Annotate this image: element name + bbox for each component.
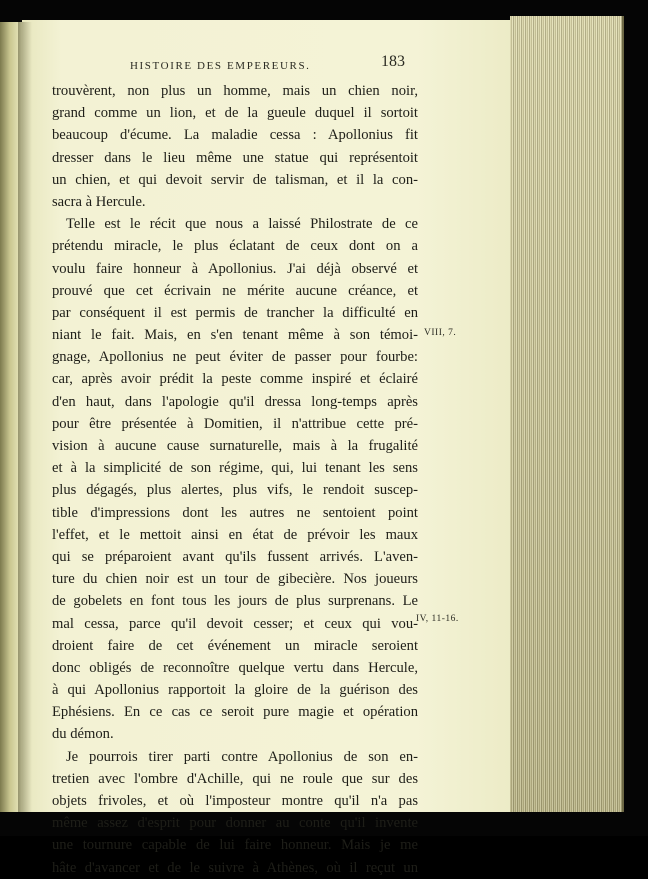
text-line: à qui Apollonius rapportoit la gloire de la guérison des: [52, 682, 418, 699]
text-line: hâte d'avancer et de le suivre à Athènes, où il reçut un: [52, 859, 418, 876]
text-line: grand comme un lion, et de la gueule duquel il sortoit: [52, 105, 418, 122]
text-line: car, après avoir prédit la peste comme inspiré et éclairé: [52, 371, 418, 388]
body-text: [52, 80, 418, 879]
text-line: droient faire de cet événement un miracle seroient: [52, 637, 418, 654]
text-line: trouvèrent, non plus un homme, mais un chien noir,: [52, 83, 418, 99]
text-line: beaucoup d'écume. La maladie cessa : Apollonius fit: [52, 127, 418, 144]
text-line: dresser dans le lieu même une statue qui représentoit: [52, 149, 418, 166]
text-line: niant le fait. Mais, en s'en tenant même à son témoi-: [52, 327, 418, 344]
page-number: 183: [381, 53, 405, 70]
text-line: gnage, Apollonius ne peut éviter de passer pour fourbe:: [52, 349, 418, 366]
text-line: Ephésiens. En ce cas ce seroit pure magie et opération: [52, 704, 418, 721]
text-line: de gobelets en font tous les jours de plus surprenans. Le: [52, 593, 418, 610]
text-line: et à la simplicité de son régime, qui, lui tenant les sens: [52, 460, 418, 477]
text-line: donc obligés de reconnoître quelque vertu dans Hercule,: [52, 659, 418, 676]
text-line: Telle est le récit que nous a laissé Philostrate de ce: [66, 216, 418, 233]
margin-note: IV, 11-16.: [416, 614, 459, 624]
text-line: mal cessa, parce qu'il devoit cesser; et ceux qui vou-: [52, 615, 418, 632]
text-line: prétendu miracle, le plus éclatant de ceux dont on a: [52, 238, 418, 255]
text-line: ture du chien noir est un tour de gibecière. Nos joueurs: [52, 571, 418, 588]
text-line: sacra à Hercule.: [52, 193, 146, 210]
text-line: pour être présentée à Domitien, il n'attribue cette pré-: [52, 415, 418, 432]
text-line: d'en haut, dans l'apologie qu'il dressa long-temps après: [52, 393, 418, 410]
text-line: même assez d'esprit pour donner au conte qu'il invente: [52, 815, 418, 832]
text-line: voulu faire honneur à Apollonius. J'ai déjà observé et: [52, 260, 418, 277]
text-line: tible d'impressions dont les autres ne sentoient point: [52, 504, 418, 521]
margin-note: VIII, 7.: [424, 328, 457, 338]
text-line: Je pourrois tirer parti contre Apollonius de son en-: [66, 748, 418, 765]
text-line: l'effet, et le mettoit ainsi en état de prévoir les maux: [52, 526, 418, 543]
text-line: plus dégagés, plus alertes, plus vifs, le rendoit suscep-: [52, 482, 418, 499]
page-edges: [510, 16, 624, 812]
text-line: du démon.: [52, 726, 114, 743]
text-line: vision à aucune cause surnaturelle, mais à la frugalité: [52, 438, 418, 454]
book-gutter: [18, 22, 32, 812]
text-line: qui se préparoient avant qu'ils fussent arrivés. L'aven-: [52, 548, 418, 565]
text-line: tretien avec l'ombre d'Achille, qui ne roule que sur des: [52, 770, 418, 787]
text-line: objets frivoles, et où l'imposteur montre qu'il n'a pas: [52, 793, 418, 809]
text-line: par conséquent il est permis de trancher la difficulté en: [52, 304, 418, 321]
text-line: un chien, et qui devoit servir de talisman, et il la con-: [52, 171, 418, 188]
running-head: HISTOIRE DES EMPEREURS.: [130, 60, 311, 72]
text-line: une tournure capable de lui faire honneur. Mais je me: [52, 837, 418, 854]
text-line: prouvé que cet écrivain ne mérite aucune créance, et: [52, 282, 418, 299]
